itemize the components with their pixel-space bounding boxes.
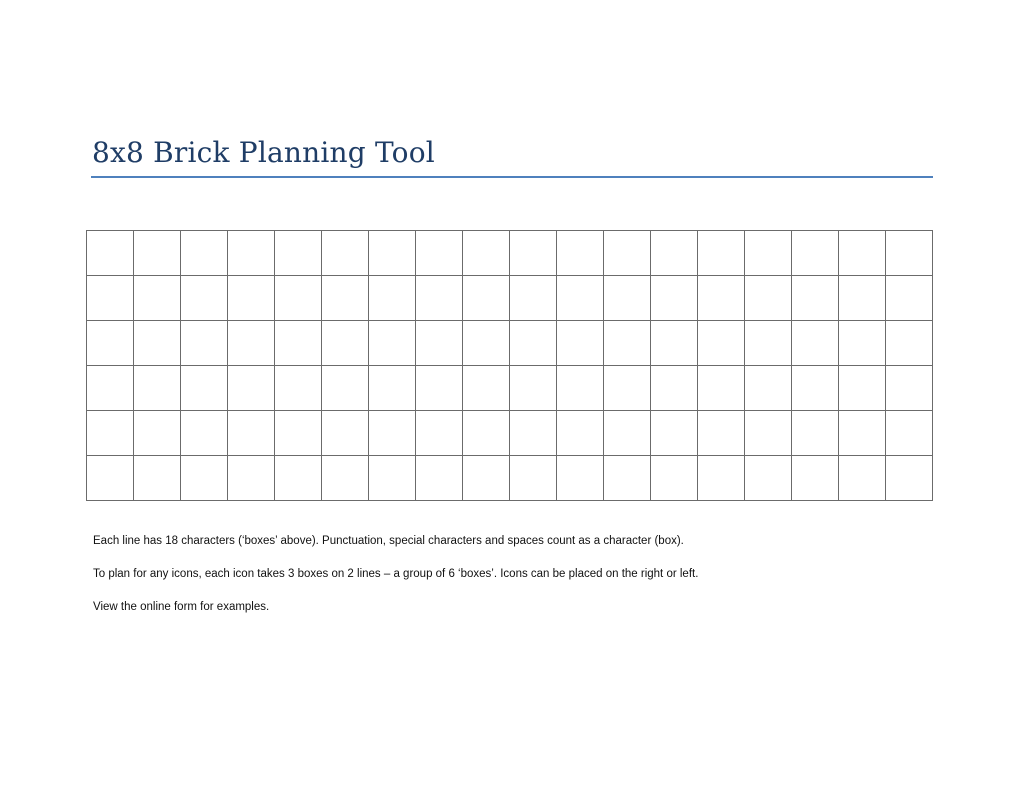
character-box [886,231,933,276]
character-box [557,321,604,366]
character-box [369,411,416,456]
character-box [228,276,275,321]
character-box [745,411,792,456]
character-box [886,276,933,321]
character-box [651,411,698,456]
character-box [134,231,181,276]
character-box [322,366,369,411]
character-box [134,456,181,501]
character-box [839,231,886,276]
character-box [792,411,839,456]
character-box [87,411,134,456]
character-box [416,321,463,366]
note-characters-per-line: Each line has 18 characters (‘boxes’ above). Punctuation, special characters and spaces count as a character (box). [93,535,684,547]
character-box [181,321,228,366]
character-box [557,231,604,276]
character-box [416,276,463,321]
character-box [886,456,933,501]
character-box [463,456,510,501]
character-box [510,366,557,411]
title-underline [91,176,933,178]
character-box [87,456,134,501]
character-box [322,411,369,456]
note-online-form: View the online form for examples. [93,601,270,613]
character-box [745,231,792,276]
character-box [463,231,510,276]
character-box [181,411,228,456]
character-box [745,276,792,321]
character-box [698,276,745,321]
character-box [651,321,698,366]
character-box [416,231,463,276]
character-box [181,366,228,411]
character-box [87,366,134,411]
note-icon-planning: To plan for any icons, each icon takes 3 boxes on 2 lines – a group of 6 ‘boxes’. Icons can be placed on the right or left. [93,568,699,580]
character-box [228,231,275,276]
character-box [886,411,933,456]
character-grid-body [87,231,933,501]
grid-row [87,366,933,411]
character-box [792,276,839,321]
character-box [557,366,604,411]
character-box [698,456,745,501]
character-box [510,456,557,501]
character-box [275,276,322,321]
character-box [557,276,604,321]
character-box [839,321,886,366]
character-box [604,276,651,321]
character-box [651,231,698,276]
character-box [369,456,416,501]
character-box [275,411,322,456]
character-box [87,276,134,321]
character-box [134,366,181,411]
character-box [134,276,181,321]
grid-row [87,321,933,366]
character-box [369,276,416,321]
character-box [369,321,416,366]
character-box [134,321,181,366]
character-box [134,411,181,456]
character-box [87,321,134,366]
character-box [839,411,886,456]
character-box [651,456,698,501]
character-box [839,366,886,411]
character-box [792,321,839,366]
character-box [698,366,745,411]
character-box [416,456,463,501]
character-box [698,231,745,276]
character-box [416,366,463,411]
character-box [510,276,557,321]
character-box [651,276,698,321]
character-box [792,231,839,276]
character-box [275,231,322,276]
character-box [510,411,557,456]
grid-row [87,231,933,276]
grid-row [87,456,933,501]
character-box [463,276,510,321]
character-box [604,321,651,366]
character-box [886,321,933,366]
character-box [839,456,886,501]
character-box [698,411,745,456]
character-box [369,366,416,411]
character-box [792,366,839,411]
character-box [369,231,416,276]
character-box [416,411,463,456]
page-title: 8x8 Brick Planning Tool [92,136,435,169]
character-box [181,231,228,276]
character-box [322,231,369,276]
character-box [604,456,651,501]
character-box [228,411,275,456]
grid-row [87,276,933,321]
character-box [181,456,228,501]
character-box [604,411,651,456]
character-box [745,366,792,411]
character-grid [86,230,933,501]
character-box [557,411,604,456]
character-box [275,321,322,366]
character-box [886,366,933,411]
character-box [228,366,275,411]
character-box [322,321,369,366]
character-box [322,276,369,321]
character-box [275,366,322,411]
character-box [651,366,698,411]
character-box [228,456,275,501]
character-box [839,276,886,321]
character-box [510,321,557,366]
grid-row [87,411,933,456]
character-box [745,321,792,366]
character-box [228,321,275,366]
character-box [463,321,510,366]
character-box [510,231,557,276]
character-box [604,231,651,276]
character-box [698,321,745,366]
character-box [181,276,228,321]
character-box [322,456,369,501]
character-box [792,456,839,501]
character-box [275,456,322,501]
character-box [745,456,792,501]
character-box [557,456,604,501]
character-box [463,366,510,411]
character-box [604,366,651,411]
character-box [87,231,134,276]
character-box [463,411,510,456]
